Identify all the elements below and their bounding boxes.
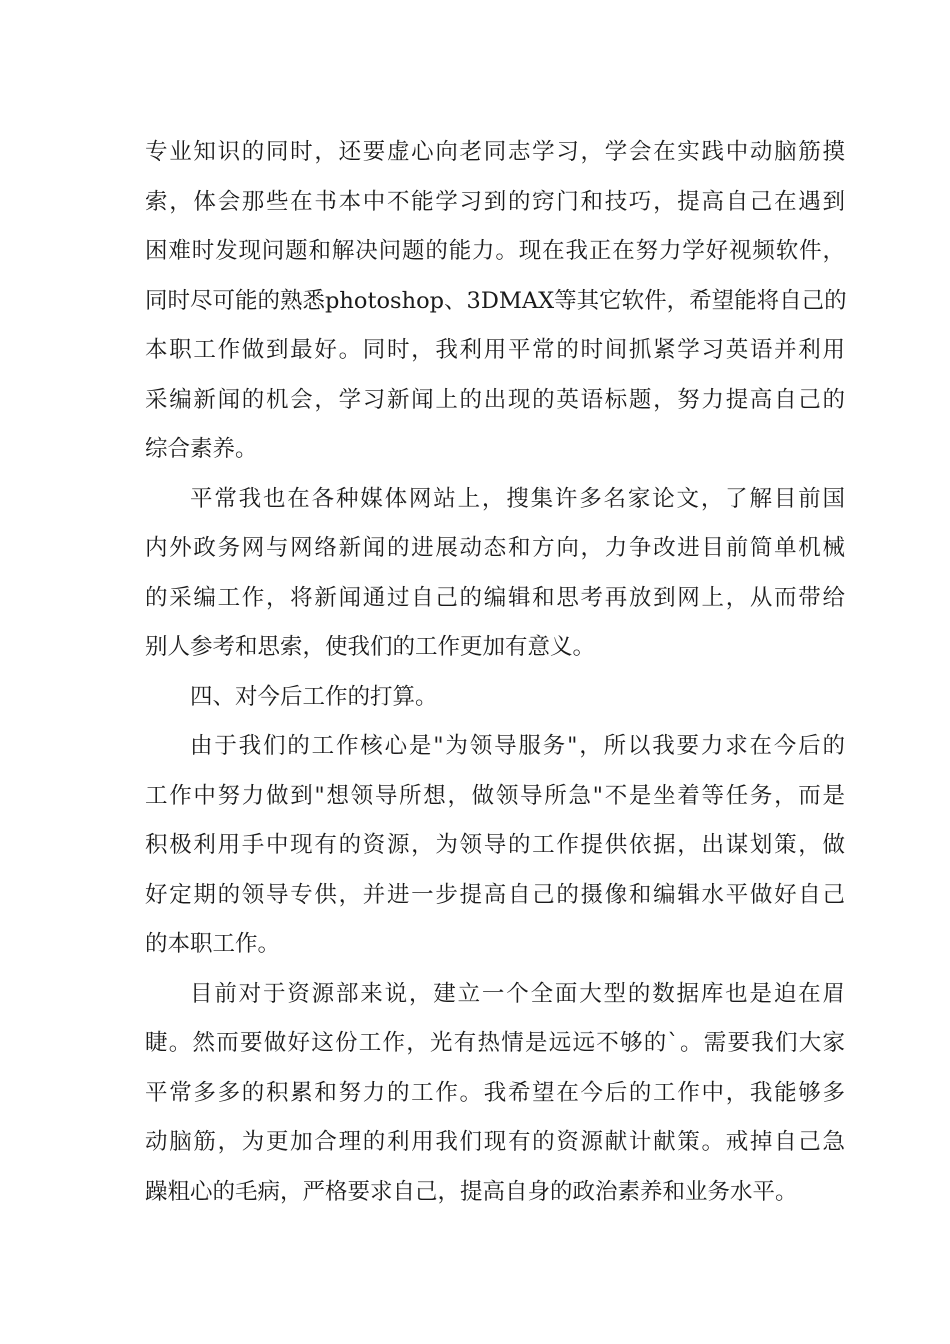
text-line: 采编新闻的机会，学习新闻上的出现的英语标题，努力提高自己的 (145, 386, 845, 413)
text-line: 积极利用手中现有的资源，为领导的工作提供依据，出谋划策，做 (145, 832, 845, 858)
text-line: 索，体会那些在书本中不能学习到的窍门和技巧，提高自己在遇到 (145, 188, 845, 215)
heading-line: 四、对今后工作的打算。 (190, 683, 438, 710)
paragraph-4 (145, 722, 845, 970)
text-line: 睫。然而要做好这份工作，光有热情是远远不够的`。需要我们大家 (145, 1030, 845, 1056)
text-line: 的采编工作，将新闻通过自己的编辑和思考再放到网上，从而带给 (145, 584, 845, 611)
text-line: 工作中努力做到"想领导所想，做领导所急"不是坐着等任务，而是 (145, 782, 845, 809)
document-body (145, 128, 845, 1217)
text-line: 的本职工作。 (145, 931, 281, 957)
text-line: 困难时发现问题和解决问题的能力。现在我正在努力学好视频软件， (145, 238, 845, 264)
text-line: 躁粗心的毛病，严格要求自己，提高自身的政治素养和业务水平。 (145, 1178, 798, 1205)
text-line: 内外政务网与网络新闻的进展动态和方向，力争改进目前简单机械 (145, 535, 845, 561)
paragraph-1 (145, 128, 845, 475)
text-line: 平常我也在各种媒体网站上，搜集许多名家论文，了解目前国 (190, 485, 845, 512)
paragraph-5 (145, 970, 845, 1218)
text-line: 目前对于资源部来说，建立一个全面大型的数据库也是迫在眉 (190, 980, 845, 1007)
text-line: 专业知识的同时，还要虚心向老同志学习，学会在实践中动脑筋摸 (145, 139, 845, 165)
text-line: 别人参考和思索，使我们的工作更加有意义。 (145, 634, 596, 660)
text-line: 动脑筋，为更加合理的利用我们现有的资源献计献策。戒掉自己急 (145, 1129, 845, 1155)
paragraph-2 (145, 475, 845, 673)
text-line: 本职工作做到最好。同时，我利用平常的时间抓紧学习英语并利用 (145, 337, 845, 363)
section-heading (145, 673, 845, 723)
text-line: 综合素养。 (145, 436, 258, 462)
text-line: 好定期的领导专供，并进一步提高自己的摄像和编辑水平做好自己 (145, 881, 845, 908)
text-line: 平常多多的积累和努力的工作。我希望在今后的工作中，我能够多 (145, 1079, 845, 1106)
text-line: 由于我们的工作核心是"为领导服务"，所以我要力求在今后的 (190, 733, 845, 759)
text-line: 同时尽可能的熟悉photoshop、3DMAX等其它软件，希望能将自己的 (145, 287, 847, 314)
